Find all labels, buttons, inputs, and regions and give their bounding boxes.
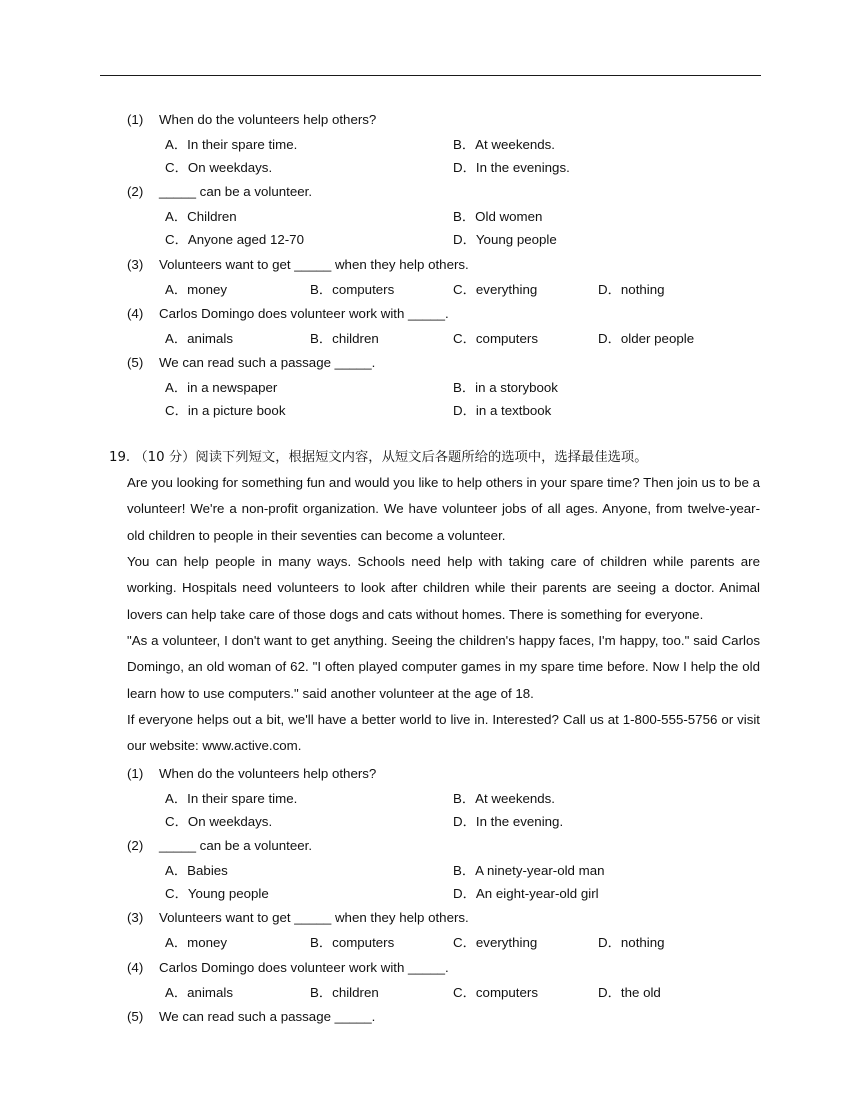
option-a[interactable]: A．In their spare time. bbox=[165, 137, 298, 152]
option-a[interactable]: A．money bbox=[165, 935, 228, 950]
option-b[interactable]: B．At weekends. bbox=[453, 137, 555, 152]
question-text: Volunteers want to get _____ when they help others. bbox=[159, 910, 469, 925]
option-c[interactable]: C．computers bbox=[453, 985, 538, 1000]
option-a[interactable]: A．Babies bbox=[165, 863, 228, 878]
option-b[interactable]: B．Old women bbox=[453, 209, 543, 224]
section-header: 19. （10 分）阅读下列短文，根据短文内容，从短文后各题所给的选项中，选择最佳选项。 bbox=[109, 450, 648, 465]
question-number: (4) bbox=[127, 306, 144, 321]
option-d[interactable]: D．nothing bbox=[598, 282, 665, 297]
question-text: Carlos Domingo does volunteer work with _____. bbox=[159, 960, 449, 975]
option-d[interactable]: D．nothing bbox=[598, 935, 665, 950]
question-text: _____ can be a volunteer. bbox=[159, 184, 313, 199]
question-text: Carlos Domingo does volunteer work with _____. bbox=[159, 306, 449, 321]
option-c[interactable]: C．in a picture book bbox=[165, 403, 286, 418]
option-b[interactable]: B．computers bbox=[310, 935, 395, 950]
question-number: (2) bbox=[127, 184, 144, 199]
option-b[interactable]: B．computers bbox=[310, 282, 395, 297]
question-number: (5) bbox=[127, 1009, 144, 1024]
question-text: _____ can be a volunteer. bbox=[159, 838, 313, 853]
option-a[interactable]: A．animals bbox=[165, 985, 233, 1000]
question-number: (3) bbox=[127, 910, 144, 925]
option-d[interactable]: D．the old bbox=[598, 985, 661, 1000]
question-text: Volunteers want to get _____ when they help others. bbox=[159, 257, 469, 272]
option-c[interactable]: C．everything bbox=[453, 935, 538, 950]
option-b[interactable]: B．in a storybook bbox=[453, 380, 558, 395]
question-number: (4) bbox=[127, 960, 144, 975]
option-b[interactable]: B．children bbox=[310, 331, 379, 346]
passage-paragraph: You can help people in many ways. Schools need help with taking care of children while parents are working. Hospitals need volunteers to look after children while their parents are seeing a doctor. Animal lovers can help take care of those dogs and cats without homes. There is something for everyone. bbox=[127, 554, 760, 622]
option-c[interactable]: C．On weekdays. bbox=[165, 160, 273, 175]
option-d[interactable]: D．In the evenings. bbox=[453, 160, 570, 175]
option-c[interactable]: C．computers bbox=[453, 331, 538, 346]
question-number: (1) bbox=[127, 766, 144, 781]
option-d[interactable]: D．In the evening. bbox=[453, 814, 564, 829]
option-b[interactable]: B．children bbox=[310, 985, 379, 1000]
option-c[interactable]: C．Anyone aged 12-70 bbox=[165, 232, 304, 247]
header-divider bbox=[100, 75, 761, 76]
question-number: (2) bbox=[127, 838, 144, 853]
question-number: (5) bbox=[127, 355, 144, 370]
option-d[interactable]: D．older people bbox=[598, 331, 695, 346]
option-c[interactable]: C．Young people bbox=[165, 886, 269, 901]
option-d[interactable]: D．in a textbook bbox=[453, 403, 552, 418]
question-text: We can read such a passage _____. bbox=[159, 355, 376, 370]
question-number: (1) bbox=[127, 112, 144, 127]
option-d[interactable]: D．An eight-year-old girl bbox=[453, 886, 599, 901]
option-a[interactable]: A．money bbox=[165, 282, 228, 297]
passage-paragraph: "As a volunteer, I don't want to get anything. Seeing the children's happy faces, I'm happy, too." said Carlos Domingo, an old woman of 62. "I often played computer games in my spare time before. Now I help the old learn how to use computers." said another volunteer at the age of 18. bbox=[127, 633, 760, 701]
passage-paragraph: Are you looking for something fun and would you like to help others in your spare time? Then join us to be a volunteer! We're a non-profit organization. We have volunteer jobs of all ages. Anyone, from twelve-year-old children to people in their seventies can become a volunteer. bbox=[127, 475, 760, 543]
option-a[interactable]: A．Children bbox=[165, 209, 237, 224]
question-text: When do the volunteers help others? bbox=[159, 766, 377, 781]
question-number: (3) bbox=[127, 257, 144, 272]
option-a[interactable]: A．animals bbox=[165, 331, 233, 346]
question-text: We can read such a passage _____. bbox=[159, 1009, 376, 1024]
option-a[interactable]: A．In their spare time. bbox=[165, 791, 298, 806]
option-a[interactable]: A．in a newspaper bbox=[165, 380, 278, 395]
passage-paragraph: If everyone helps out a bit, we'll have a better world to live in. Interested? Call us at 1-800-555-5756 or visit our website: www.active.com. bbox=[127, 712, 760, 754]
option-b[interactable]: B．At weekends. bbox=[453, 791, 555, 806]
option-c[interactable]: C．everything bbox=[453, 282, 538, 297]
question-text: When do the volunteers help others? bbox=[159, 112, 377, 127]
option-c[interactable]: C．On weekdays. bbox=[165, 814, 273, 829]
option-b[interactable]: B．A ninety-year-old man bbox=[453, 863, 605, 878]
option-d[interactable]: D．Young people bbox=[453, 232, 557, 247]
